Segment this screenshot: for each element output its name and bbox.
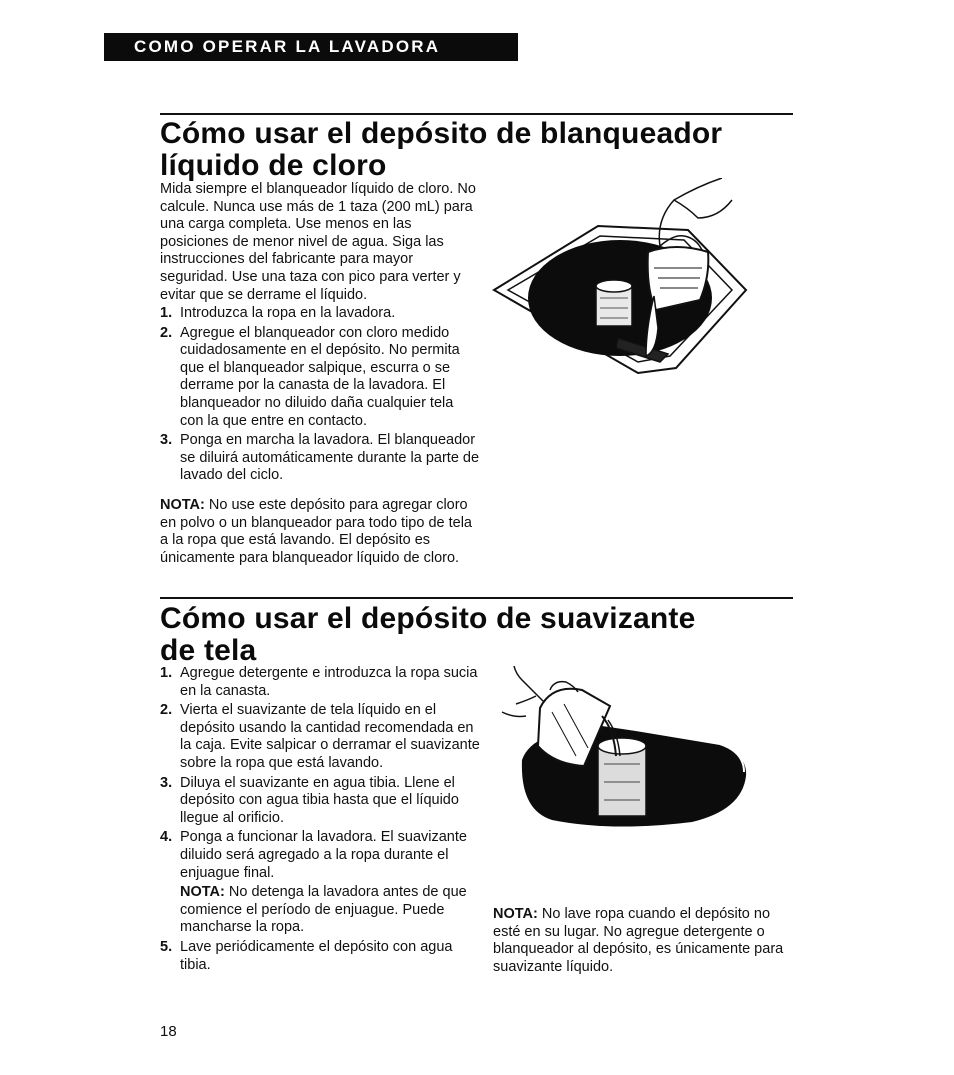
step-text: Ponga a funcionar la lavadora. El suavizante diluido será agregado a la ropa durante el enjuague final. [180, 829, 467, 881]
step-nota [180, 884, 485, 937]
section2-steps [160, 665, 485, 976]
step-text: Diluya el suavizante en agua tibia. Llene el depósito con agua tibia hasta que el líquido llegue al orificio. [180, 774, 459, 826]
section1-intro: Mida siempre el blanqueador líquido de cloro. No calcule. Nunca use más de 1 taza (200 mL) para una carga completa. Use menos en las posiciones de menor nivel de agua. Siga las instrucciones del fabricante para mayor seguridad. Use una taza con pico para verter y evitar que se derrame el líquido. [160, 181, 476, 303]
section2-nota [493, 906, 788, 976]
section-rule [160, 113, 793, 115]
page-number: 18 [160, 1023, 177, 1040]
list-item [160, 432, 480, 485]
list-item [160, 939, 485, 974]
list-item [160, 829, 485, 937]
step-number: 2. [160, 702, 173, 719]
list-item [160, 665, 485, 700]
step-text: Agregue detergente e introduzca la ropa sucia en la canasta. [180, 665, 478, 699]
nota-label: NOTA: [160, 497, 205, 513]
step-text: Introduzca la ropa en la lavadora. [180, 305, 396, 321]
step-number: 2. [160, 324, 173, 341]
step-number: 1. [160, 665, 173, 681]
list-item [160, 702, 485, 772]
section2-title-line2: de tela [160, 634, 257, 667]
section2-title [160, 603, 695, 667]
section2-title-line1: Cómo usar el depósito de suavizante [160, 602, 696, 635]
section1-title [160, 118, 722, 182]
section-rule [160, 597, 793, 599]
step-text: Ponga en marcha la lavadora. El blanqueador se diluirá automáticamente durante la parte de lavado del ciclo. [180, 432, 480, 484]
list-item [160, 305, 480, 323]
step-number: 4. [160, 829, 173, 846]
section1-title-line1: Cómo usar el depósito de blanqueador [160, 117, 723, 150]
nota-text: No lave ropa cuando el depósito no esté en su lugar. No agregue detergente o blanqueador al depósito, es únicamente para suavizante líquido. [493, 906, 784, 975]
nota-text: No detenga la lavadora antes de que comience el período de enjuague. Puede mancharse la ropa. [180, 884, 467, 936]
step-number: 5. [160, 938, 173, 955]
section-banner: COMO OPERAR LA LAVADORA [104, 33, 518, 61]
bleach-dispenser-illustration [488, 178, 750, 378]
list-item [160, 325, 480, 431]
section1-nota [160, 497, 482, 567]
list-item [160, 775, 485, 828]
section1-steps [160, 305, 480, 487]
nota-label: NOTA: [180, 884, 225, 901]
step-text: Vierta el suavizante de tela líquido en el depósito usando la cantidad recomendada en la caja. Evite salpicar o derramar el suavizante sobre la ropa que está lavando. [180, 702, 480, 771]
softener-dispenser-illustration [492, 660, 750, 830]
nota-text: No use este depósito para agregar cloro en polvo o un blanqueador para todo tipo de tela a la ropa que está lavando. El depósito es únicamente para blanqueador líquido de cloro. [160, 497, 472, 566]
section1-title-line2: líquido de cloro [160, 149, 387, 182]
step-number: 3. [160, 432, 173, 449]
nota-label: NOTA: [493, 906, 538, 922]
step-text: Lave periódicamente el depósito con agua tibia. [180, 938, 453, 973]
step-text: Agregue el blanqueador con cloro medido cuidadosamente en el depósito. No permita que el blanqueador salpique, escurra o se derrame por la canasta de la lavadora. El blanqueador no diluido daña cualquier tela con la que entre en contacto. [180, 324, 460, 429]
step-number: 1. [160, 305, 173, 321]
step-number: 3. [160, 774, 173, 791]
